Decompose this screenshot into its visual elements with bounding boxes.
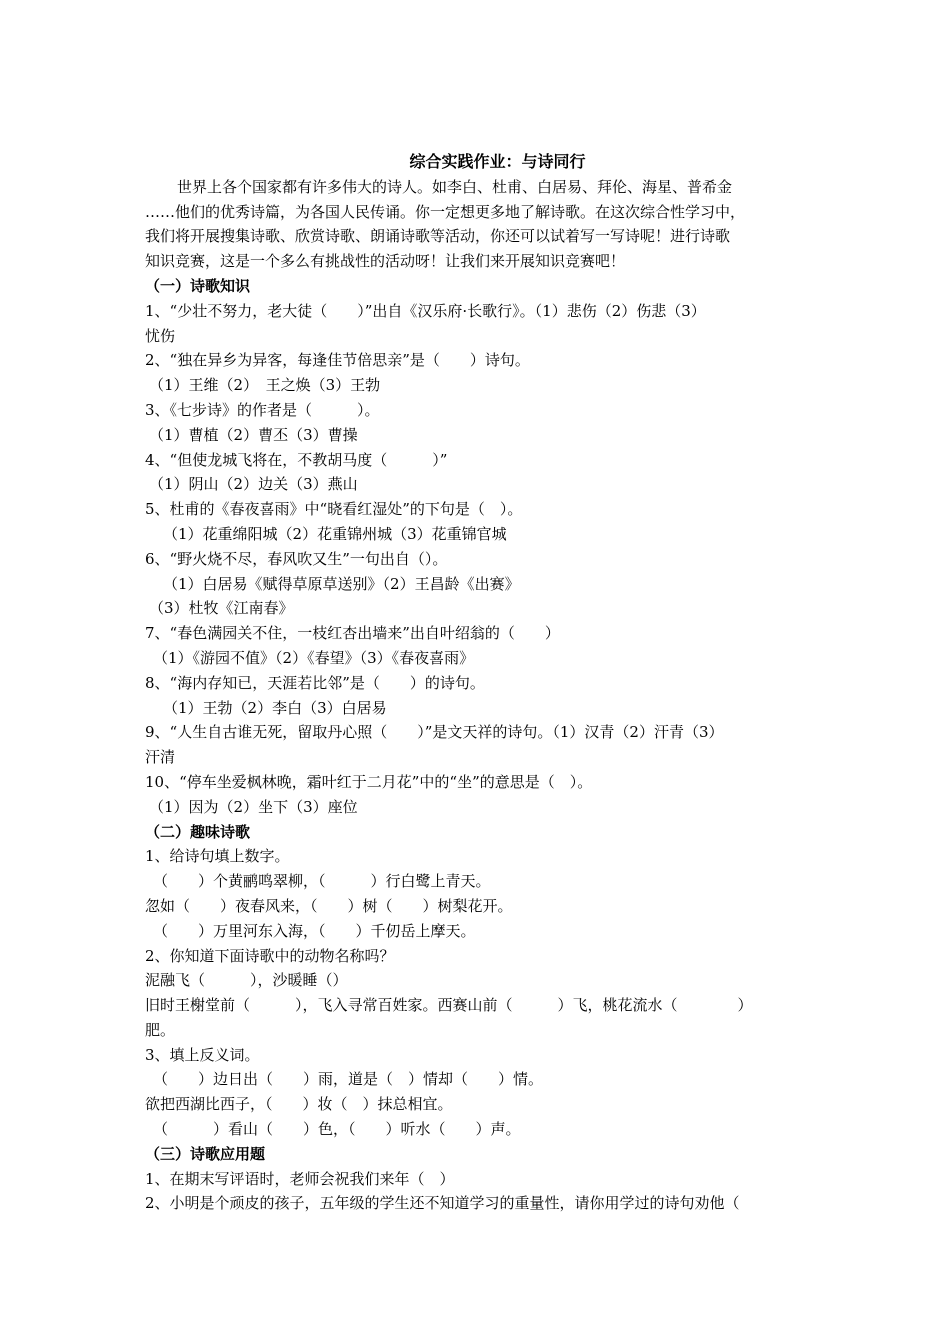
question-line: 9、“人生自古谁无死，留取丹心照（ ）”是文天祥的诗句。（1）汉青（2）汗青（3） <box>145 723 724 742</box>
question-line: 忧伤 <box>145 326 176 345</box>
fill-in-line: 忽如（ ）夜春风来，（ ）树（ ）树梨花开。 <box>145 896 513 915</box>
fill-in-line: （ ）看山（ ）色，（ ）听水（ ）声。 <box>153 1120 521 1139</box>
section-heading-fun-poetry: （二）趣味诗歌 <box>145 822 251 841</box>
question-line: 1、给诗句填上数字。 <box>145 847 290 866</box>
option-line: （1）曹植（2）曹丕（3）曹操 <box>149 425 358 444</box>
option-line: （1）《游园不值》（2）《春望》（3）《春夜喜雨》 <box>153 648 475 667</box>
question-line: 汗清 <box>145 748 176 767</box>
fill-in-line: （ ）边日出（ ）雨，道是（ ）情却（ ）情。 <box>153 1070 544 1089</box>
question-line: 3、填上反义词。 <box>145 1045 260 1064</box>
section-heading-poetry-application: （三）诗歌应用题 <box>145 1144 266 1163</box>
fill-in-line: 肥。 <box>145 1020 176 1039</box>
question-line: 2、你知道下面诗歌中的动物名称吗？ <box>145 946 395 965</box>
question-line: 6、“野火烧不尽，春风吹又生”一句出自（）。 <box>145 549 448 568</box>
question-line: 7、“春色满园关不住，一枝红杏出墙来”出自叶绍翁的（ ） <box>145 624 560 643</box>
fill-in-line: （ ）万里河东入海，（ ）千仞岳上摩天。 <box>153 921 476 940</box>
question-line: 2、小明是个顽皮的孩子，五年级的学生还不知道学习的重量性，请你用学过的诗句劝他（ <box>145 1194 740 1213</box>
fill-in-line: 旧时王榭堂前（ ），飞入寻常百姓家。西赛山前（ ）飞，桃花流水（ ） <box>145 996 753 1015</box>
question-line: 3、《七步诗》的作者是（ ）。 <box>145 400 380 419</box>
question-line: 4、“但使龙城飞将在，不教胡马度（ ）” <box>145 450 448 469</box>
question-line: 1、“少壮不努力，老大徒（ ）”出自《汉乐府·长歌行》。（1）悲伤（2）伤悲（3） <box>145 301 706 320</box>
option-line: （1）因为（2）坐下（3）座位 <box>149 797 358 816</box>
question-line: 2、“独在异乡为异客，每逢佳节倍思亲”是（ ）诗句。 <box>145 351 530 370</box>
option-line: （1）花重绵阳城（2）花重锦州城（3）花重锦官城 <box>163 524 507 543</box>
question-line: 5、杜甫的《春夜喜雨》中“晓看红湿处”的下句是（ ）。 <box>145 500 523 519</box>
question-line: 10、“停车坐爱枫林晚，霜叶红于二月花”中的“坐”的意思是（ ）。 <box>145 772 593 791</box>
document-title: 综合实践作业：与诗同行 <box>409 152 586 171</box>
intro-line: ……他们的优秀诗篇，为各国人民传诵。你一定想更多地了解诗歌。在这次综合性学习中， <box>145 202 746 221</box>
intro-line: 我们将开展搜集诗歌、欣赏诗歌、朗诵诗歌等活动，你还可以试着写一写诗呢！进行诗歌 <box>145 227 731 246</box>
fill-in-line: 欲把西湖比西子，（ ）妆（ ）抹总相宜。 <box>145 1095 453 1114</box>
section-heading-poetry-knowledge: （一）诗歌知识 <box>145 276 251 295</box>
question-line: 1、在期末写评语时，老师会祝我们来年（ ） <box>145 1169 455 1188</box>
intro-line: 世界上各个国家都有许多伟大的诗人。如李白、杜甫、白居易、拜伦、海星、普希金 <box>177 177 733 196</box>
document-content <box>145 150 810 1216</box>
fill-in-line: （ ）个黄鹂鸣翠柳，（ ）行白鹭上青天。 <box>153 872 491 891</box>
option-line: （1）王维（2） 王之焕（3）王勃 <box>149 376 381 395</box>
question-line: 8、“海内存知已，天涯若比邻”是（ ）的诗句。 <box>145 673 485 692</box>
option-line: （1）阴山（2）边关（3）燕山 <box>149 475 358 494</box>
intro-line: 知识竞赛，这是一个多么有挑战性的活动呀！让我们来开展知识竞赛吧！ <box>145 252 626 271</box>
fill-in-line: 泥融飞（ ），沙暖睡（） <box>145 971 348 990</box>
option-line: （1）王勃（2）李白（3）白居易 <box>163 698 387 717</box>
option-line: （3）杜牧《江南春》 <box>149 599 294 618</box>
option-line: （1）白居易《赋得草原草送别》（2）王昌龄《出赛》 <box>163 574 520 593</box>
